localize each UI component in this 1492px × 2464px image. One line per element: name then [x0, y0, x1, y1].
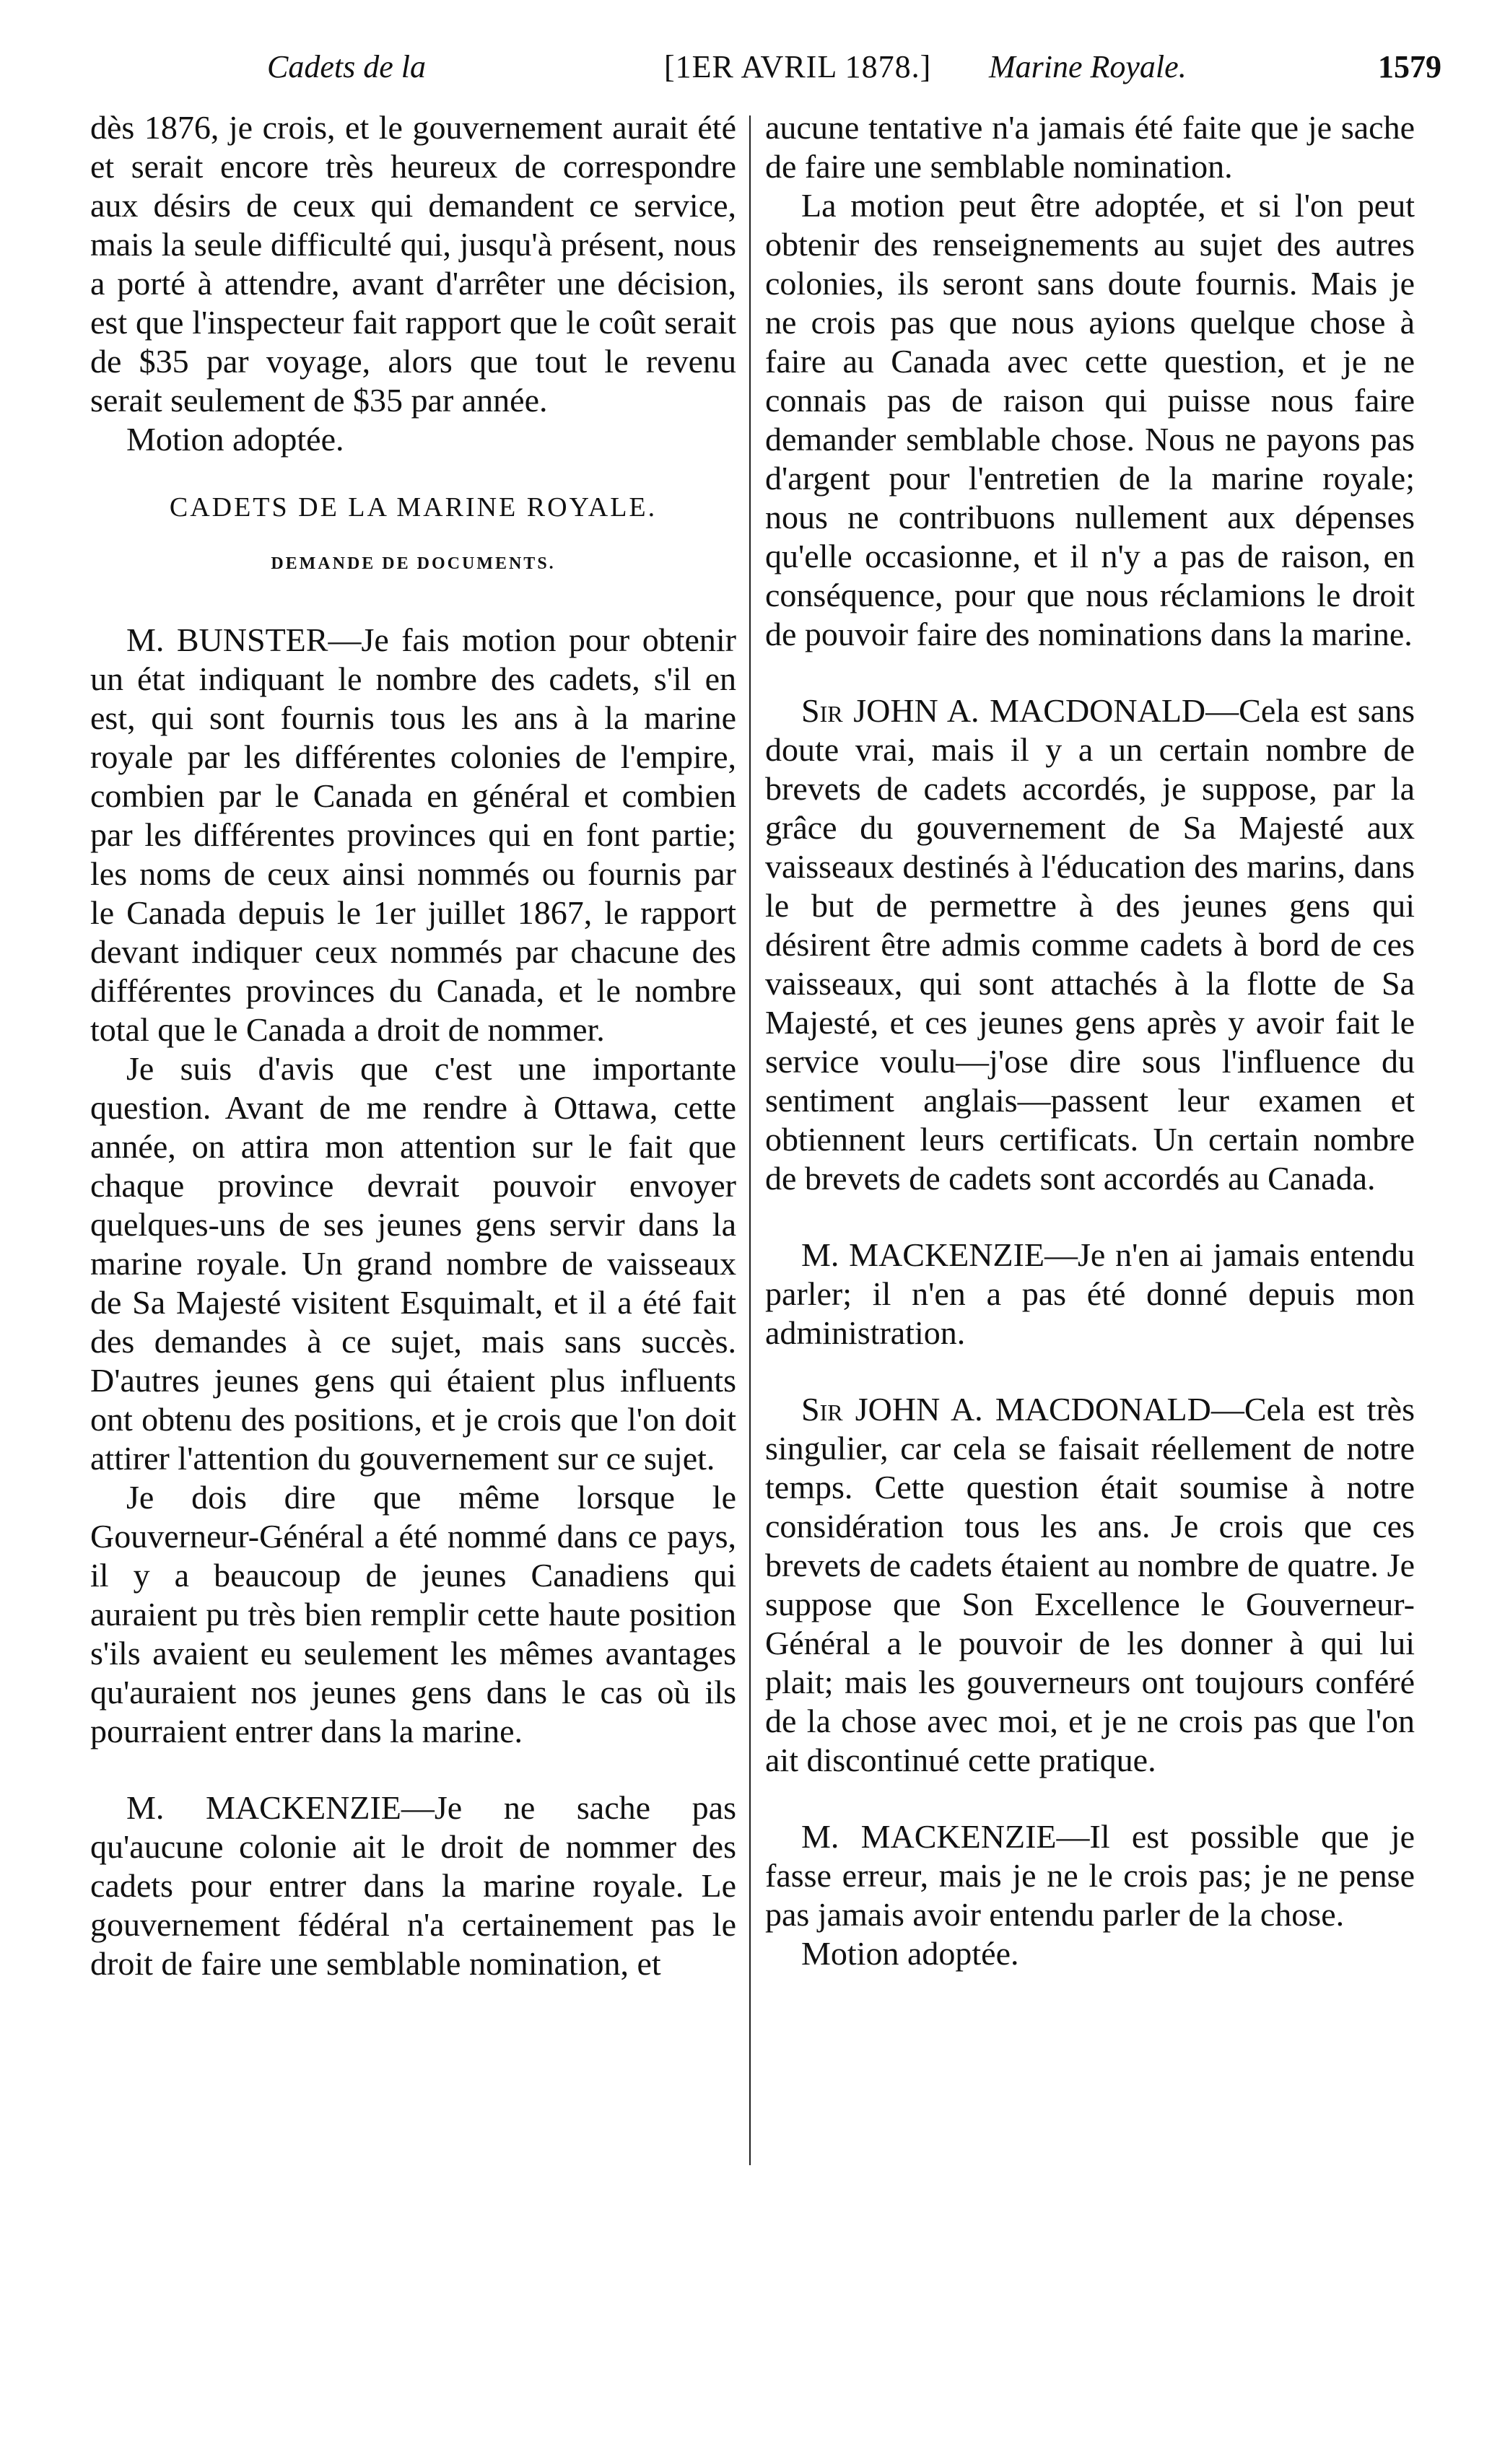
page-number: 1579: [1378, 49, 1441, 84]
body-paragraph: Motion adoptée.: [801, 1935, 1019, 1972]
speaker-name: M. MACKENZIE: [801, 1236, 1045, 1273]
speech-text: —Cela est très singulier, car cela se faisait réellement de notre temps. Cette question était soumise à notre considération tous les ans. Je crois que ces brevets de cadets étaient au nombre de quatre. Je suppose que Son Excellence le Gouverneur-Général a le pouvoir de les donner à qui lui plait; mais les gouverneurs ont toujours conféré de la chose avec moi, et je ne crois pas que l'on ait discontinué cette pratique.: [765, 1391, 1415, 1778]
speech-paragraph: [765, 1817, 1415, 1934]
speech-paragraph: [765, 691, 1415, 1198]
speech-text: —Je fais motion pour obtenir un état indiquant le nombre des cadets, s'il en est, qui sont fournis tous les ans à la marine royale par les différentes colonies de l'empire, combien par le Canada en général et combien par les différentes provinces qui en font partie; les noms de ceux ainsi nommés ou fournis par le Canada depuis le 1er juillet 1867, le rapport devant indiquer ceux nommés par chacune des différentes provinces du Canada, et le nombre total que le Canada a droit de nommer.: [90, 621, 736, 1048]
header-right-title: Marine Royale.: [989, 49, 1187, 84]
body-paragraph: Je dois dire que même lorsque le Gouverneur-Général a été nommé dans ce pays, il y a beaucoup de jeunes Canadiens qui auraient pu très bien remplir cette haute position s'ils avaient eu seulement les mêmes avantages qu'auraient nos jeunes gens dans le cas où ils pourraient entrer dans la marine.: [90, 1479, 736, 1749]
speech-paragraph: [90, 621, 736, 1049]
body-paragraph: dès 1876, je crois, et le gouvernement aurait été et serait encore très heureux de correspondre aux désirs de ceux qui demandent ce service, mais la seule difficulté qui, jusqu'à présent, nous a porté à attendre, avant d'arrêter une décision, est que l'inspecteur fait rapport que le coût serait de $35 par voyage, alors que tout le revenu serait seulement de $35 par année.: [90, 109, 736, 419]
speech-paragraph: [765, 1236, 1415, 1353]
speech-text: —Je n'en ai jamais entendu parler; il n'en a pas été donné depuis mon administration.: [765, 1236, 1415, 1351]
speech-text: —Je ne sache pas qu'aucune colonie ait le droit de nommer des cadets pour entrer dans la marine royale. Le gouvernement fédéral n'a certainement pas le droit de faire une semblable nomination, et: [90, 1789, 736, 1982]
left-column: [90, 108, 736, 2439]
speech-text: —Cela est sans doute vrai, mais il y a un certain nombre de brevets de cadets accordés, je suppose, par la grâce du gouvernement de Sa Majesté aux vaisseaux destinés à l'éducation des marins, dans le but de permettre à des jeunes gens qui désirent être admis comme cadets à bord de ces vaisseaux, qui sont attachés à la flotte de Sa Majesté, et ces jeunes gens après y avoir fait le service voulu—j'ose dire sous l'influence du sentiment anglais—passent leur examen et obtiennent leurs certificats. Un certain nombre de brevets de cadets sont accordés au Canada.: [765, 692, 1415, 1197]
body-paragraph: aucune tentative n'a jamais été faite que je sache de faire une semblable nomination.: [765, 109, 1415, 185]
header-date: [1ER AVRIL 1878.]: [664, 49, 932, 84]
section-subtitle: DEMANDE DE DOCUMENTS.: [271, 554, 556, 573]
speaker-name: M. MACKENZIE: [801, 1818, 1057, 1855]
speaker-name: Sir JOHN A. MACDONALD: [801, 1391, 1211, 1428]
speech-text: —Il est possible que je fasse erreur, mais je ne le crois pas; je ne pense pas jamais avoir entendu parler de la chose.: [765, 1818, 1415, 1933]
column-divider: [749, 115, 751, 2165]
speaker-name: M. BUNSTER: [126, 621, 328, 658]
speech-paragraph: [765, 1390, 1415, 1780]
speech-paragraph: [90, 1788, 736, 1983]
body-paragraph: Je suis d'avis que c'est une importante question. Avant de me rendre à Ottawa, cette année, on attira mon attention sur le fait que chaque province devrait pouvoir envoyer quelques-uns de ses jeunes gens servir dans la marine royale. Un grand nombre de vaisseaux de Sa Majesté visitent Esquimalt, et il a été fait des demandes à ce sujet, mais sans succès. D'autres jeunes gens qui étaient plus influents ont obtenu des positions, et je crois que l'on doit attirer l'attention du gouvernement sur ce sujet.: [90, 1050, 736, 1477]
right-column: [765, 108, 1415, 2439]
body-paragraph: Motion adoptée.: [126, 421, 344, 458]
body-paragraph: La motion peut être adoptée, et si l'on peut obtenir des renseignements au sujet des autres colonies, ils seront sans doute fournis. Mais je ne crois pas que nous ayions quelque chose à faire au Canada avec cette question, et je ne connais pas de raison qui puisse nous faire demander semblable chose. Nous ne payons pas d'argent pour l'entretien de la marine royale; nous ne contribuons nullement aux dépenses qu'elle occasionne, et il n'y a pas de raison, en conséquence, pour que nous réclamions le droit de pouvoir faire des nominations dans la marine.: [765, 187, 1415, 652]
speaker-name: M. MACKENZIE: [126, 1789, 401, 1826]
running-header: [94, 42, 1456, 92]
header-left-title: Cadets de la: [267, 49, 426, 84]
speaker-name: Sir JOHN A. MACDONALD: [801, 692, 1206, 729]
section-title: CADETS DE LA MARINE ROYALE.: [169, 492, 658, 523]
